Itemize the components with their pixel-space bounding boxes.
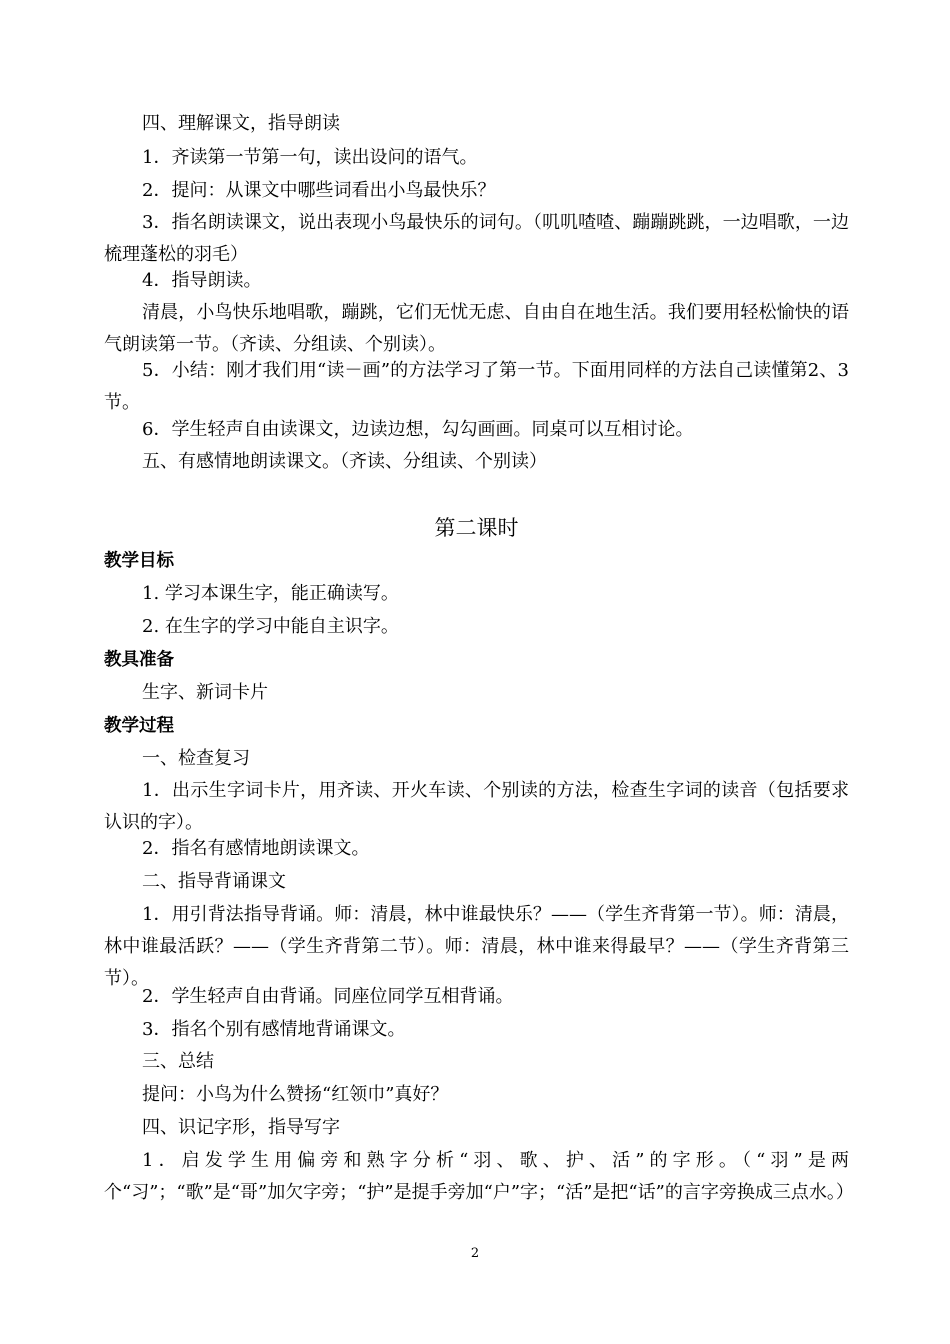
paragraph: 6．学生轻声自由读课文，边读边想，勾勾画画。同桌可以互相讨论。 [142,419,694,440]
process-item: 提问：小鸟为什么赞扬“红领巾”真好？ [142,1084,449,1105]
goal-item: 2. 在生字的学习中能自主识字。 [142,616,399,637]
paragraph: 2．提问：从课文中哪些词看出小鸟最快乐？ [142,180,496,201]
goal-item: 1. 学习本课生字，能正确读写。 [142,583,399,604]
process-item: 2．指名有感情地朗读课文。 [142,838,370,859]
process-item: 1．用引背法指导背诵。师：清晨，林中谁最快乐？——（学生齐背第一节）。师：清晨，林中谁最活跃？——（学生齐背第二节）。师：清晨，林中谁来得最早？——（学生齐背第三节）。 [104,904,849,989]
process-item: 二、指导背诵课文 [142,871,286,892]
paragraph: 清晨，小鸟快乐地唱歌，蹦跳，它们无忧无虑、自由自在地生活。我们要用轻松愉快的语气朗读第一节。（齐读、分组读、个别读）。 [104,302,849,355]
heading-goals: 教学目标 [104,551,174,571]
process-item: 四、识记字形，指导写字 [142,1117,340,1138]
process-item: 一、检查复习 [142,748,250,769]
paragraph: 1．齐读第一节第一句，读出设问的语气。 [142,147,478,168]
paragraph: 四、理解课文，指导朗读 [142,113,340,134]
process-item: 3．指名个别有感情地背诵课文。 [142,1019,406,1040]
paragraph: 4．指导朗读。 [142,270,262,291]
heading-process: 教学过程 [104,716,174,736]
process-item: 1．出示生字词卡片，用齐读、开火车读、个别读的方法，检查生字词的读音（包括要求认识的字）。 [104,780,849,833]
paragraph: 五、有感情地朗读课文。（齐读、分组读、个别读） [142,451,547,472]
process-item: 1．启发学生用偏旁和熟字分析“羽、歌、护、活”的字形。（“羽”是两个“习”；“歌”是“哥”加欠字旁；“护”是提手旁加“户”字；“活”是把“话”的言字旁换成三点水。） [104,1150,854,1203]
process-item: 三、总结 [142,1051,214,1072]
paragraph: 3．指名朗读课文，说出表现小鸟最快乐的词句。（叽叽喳喳、蹦蹦跳跳，一边唱歌，一边梳理蓬松的羽毛） [104,212,849,265]
page-number: 2 [470,1246,480,1261]
process-item: 2．学生轻声自由背诵。同座位同学互相背诵。 [142,986,514,1007]
paragraph: 5．小结：刚才我们用“读－画”的方法学习了第一节。下面用同样的方法自己读懂第2、3节。 [104,360,849,413]
heading-prep: 教具准备 [104,650,174,670]
prep-text: 生字、新词卡片 [142,682,268,703]
section-title: 第二课时 [434,516,519,540]
